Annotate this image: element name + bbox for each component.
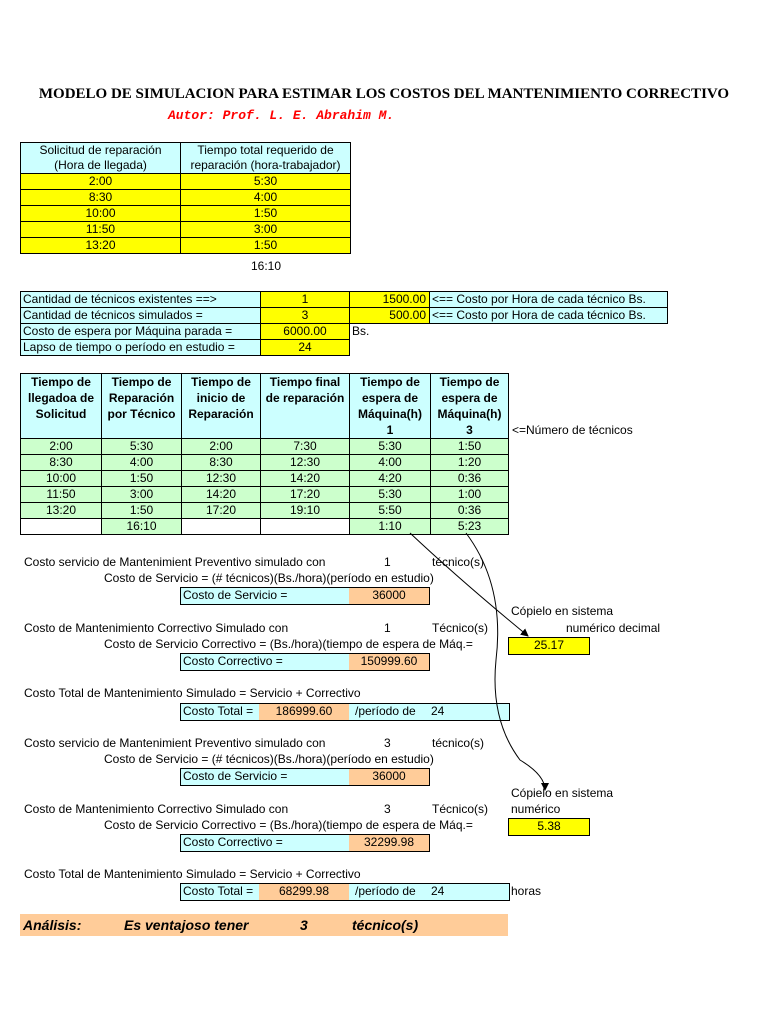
table-cell[interactable]: 4:00 bbox=[102, 455, 182, 471]
table-cell[interactable]: 17:20 bbox=[182, 503, 261, 519]
table-row bbox=[21, 292, 668, 308]
service-cost-box-1 bbox=[180, 587, 430, 605]
table-row bbox=[21, 487, 509, 503]
table-row bbox=[21, 455, 509, 471]
table-cell[interactable]: 4:20 bbox=[350, 471, 431, 487]
table-cell[interactable]: 5:30 bbox=[102, 439, 182, 455]
table-cell[interactable]: 8:30 bbox=[21, 455, 102, 471]
author-line: Autor: Prof. L. E. Abrahim M. bbox=[168, 108, 395, 123]
total-cost-label-1: Costo Total = bbox=[183, 704, 254, 718]
table-cell[interactable]: 11:50 bbox=[21, 222, 181, 238]
copy-note-1b: numérico decimal bbox=[566, 621, 661, 635]
table-row bbox=[21, 206, 351, 222]
param-note: <== Costo por Hora de cada técnico Bs. bbox=[430, 308, 668, 324]
period-label-1: /período de bbox=[355, 704, 416, 718]
table-cell[interactable]: 5:30 bbox=[181, 174, 351, 190]
requests-header-repair: Tiempo total requerido de reparación (hora-trabajador) bbox=[181, 143, 351, 174]
period-label-2: /período de bbox=[355, 884, 416, 898]
analysis-bar bbox=[20, 914, 508, 936]
sim-header-end: Tiempo final de reparación bbox=[261, 374, 350, 439]
corrective-cost-box-2 bbox=[180, 834, 430, 852]
corrective-line-2: Costo de Mantenimiento Correctivo Simulado con bbox=[24, 802, 289, 816]
service-cost-label-2: Costo de Servicio = bbox=[183, 769, 288, 783]
param-unit: Bs. bbox=[352, 324, 370, 339]
service-line-1: Costo servicio de Mantenimient Preventivo simulado con bbox=[24, 555, 326, 569]
table-cell[interactable]: 2:00 bbox=[21, 439, 102, 455]
corrective-formula-2: Costo de Servicio Correctivo = (Bs./hora)(tiempo de espera de Máq.= bbox=[104, 818, 473, 832]
table-row bbox=[21, 308, 668, 324]
table-cell[interactable]: 3:00 bbox=[102, 487, 182, 503]
service-cost-value-2[interactable]: 36000 bbox=[349, 769, 429, 785]
requests-table bbox=[20, 142, 351, 254]
sim-header-start: Tiempo de inicio de Reparación bbox=[182, 374, 261, 439]
table-cell[interactable]: 0:36 bbox=[431, 503, 509, 519]
service-unit-2: técnico(s) bbox=[432, 736, 485, 750]
table-cell[interactable]: 4:00 bbox=[181, 190, 351, 206]
corrective-cost-value-1[interactable]: 150999.60 bbox=[349, 654, 429, 670]
table-cell[interactable]: 5:23 bbox=[431, 519, 509, 535]
corrective-cost-box-1 bbox=[180, 653, 430, 671]
table-row bbox=[21, 340, 668, 356]
param-label: Cantidad de técnicos simulados = bbox=[21, 308, 261, 324]
corrective-cost-label-1: Costo Correctivo = bbox=[183, 654, 283, 668]
total-line-2: Costo Total de Mantenimiento Simulado = Servicio + Correctivo bbox=[24, 867, 361, 881]
analysis-techs: 3 bbox=[300, 917, 308, 933]
sim-header-wait-1: Tiempo de espera de Máquina(h) 1 bbox=[350, 374, 431, 439]
corrective-unit-1: Técnico(s) bbox=[432, 621, 489, 635]
decimal-value-2[interactable]: 5.38 bbox=[508, 818, 590, 836]
table-cell[interactable]: 0:36 bbox=[431, 471, 509, 487]
table-cell[interactable]: 5:30 bbox=[350, 439, 431, 455]
table-cell[interactable]: 5:30 bbox=[350, 487, 431, 503]
service-cost-value-1[interactable]: 36000 bbox=[349, 588, 429, 604]
corrective-line-1: Costo de Mantenimiento Correctivo Simulado con bbox=[24, 621, 289, 635]
table-cell[interactable] bbox=[182, 519, 261, 535]
table-cell[interactable]: 2:00 bbox=[182, 439, 261, 455]
period-value-2: 24 bbox=[431, 884, 445, 898]
copy-note-1a: Cópielo en sistema bbox=[511, 604, 614, 618]
table-row bbox=[21, 174, 351, 190]
copy-note-2b: numérico bbox=[511, 802, 561, 816]
table-cell[interactable]: 11:50 bbox=[21, 487, 102, 503]
table-row bbox=[21, 238, 351, 254]
total-cost-value-1[interactable]: 186999.60 bbox=[259, 704, 349, 720]
table-cell[interactable]: 1:50 bbox=[102, 471, 182, 487]
table-row bbox=[21, 503, 509, 519]
requests-total: 16:10 bbox=[250, 259, 282, 273]
table-cell[interactable]: 2:00 bbox=[21, 174, 181, 190]
table-row bbox=[21, 439, 509, 455]
param-label: Lapso de tiempo o período en estudio = bbox=[21, 340, 261, 356]
service-techs-1: 1 bbox=[384, 555, 391, 569]
table-row bbox=[21, 190, 351, 206]
service-cost-label-1: Costo de Servicio = bbox=[183, 588, 288, 602]
table-row-totals bbox=[21, 519, 509, 535]
table-cell[interactable]: 1:50 bbox=[181, 238, 351, 254]
hours-label: horas bbox=[511, 884, 542, 898]
table-cell[interactable]: 1:50 bbox=[102, 503, 182, 519]
page-title: MODELO DE SIMULACION PARA ESTIMAR LOS COSTOS DEL MANTENIMIENTO CORRECTIVO bbox=[38, 86, 730, 102]
corrective-cost-label-2: Costo Correctivo = bbox=[183, 835, 283, 849]
table-cell[interactable]: 13:20 bbox=[21, 238, 181, 254]
table-row bbox=[21, 471, 509, 487]
param-cost[interactable]: 500.00 bbox=[350, 308, 430, 324]
simulation-table bbox=[20, 373, 509, 535]
param-cost[interactable]: 1500.00 bbox=[350, 292, 430, 308]
table-cell[interactable]: 1:50 bbox=[181, 206, 351, 222]
analysis-unit: técnico(s) bbox=[352, 917, 419, 933]
requests-header-arrival: Solicitud de reparación (Hora de llegada) bbox=[21, 143, 181, 174]
table-cell[interactable]: 1:10 bbox=[350, 519, 431, 535]
table-cell[interactable]: 7:30 bbox=[261, 439, 350, 455]
technician-count-note: <=Número de técnicos bbox=[512, 423, 633, 437]
decimal-value-1[interactable]: 25.17 bbox=[508, 637, 590, 655]
table-cell[interactable]: 1:20 bbox=[431, 455, 509, 471]
parameters-table bbox=[20, 291, 668, 356]
simulation-header-row bbox=[21, 374, 509, 439]
copy-note-2a: Cópielo en sistema bbox=[511, 786, 614, 800]
corrective-techs-2: 3 bbox=[384, 802, 391, 816]
param-label: Cantidad de técnicos existentes ==> bbox=[21, 292, 261, 308]
table-cell[interactable]: 1:50 bbox=[431, 439, 509, 455]
service-formula-2: Costo de Servicio = (# técnicos)(Bs./hora)(período en estudio) bbox=[104, 752, 434, 766]
corrective-unit-2: Técnico(s) bbox=[432, 802, 489, 816]
table-cell[interactable]: 1:00 bbox=[431, 487, 509, 503]
table-cell[interactable]: 19:10 bbox=[261, 503, 350, 519]
period-value-1: 24 bbox=[431, 704, 445, 718]
table-cell[interactable]: 12:30 bbox=[261, 455, 350, 471]
total-cost-label-2: Costo Total = bbox=[183, 884, 254, 898]
table-cell[interactable]: 8:30 bbox=[21, 190, 181, 206]
table-cell[interactable]: 12:30 bbox=[182, 471, 261, 487]
param-value[interactable]: 1 bbox=[261, 292, 350, 308]
table-cell[interactable]: 3:00 bbox=[181, 222, 351, 238]
service-techs-2: 3 bbox=[384, 736, 391, 750]
table-cell[interactable] bbox=[261, 519, 350, 535]
table-cell[interactable]: 10:00 bbox=[21, 471, 102, 487]
param-value[interactable]: 6000.00 bbox=[261, 324, 350, 340]
table-row bbox=[21, 222, 351, 238]
sim-header-repair: Tiempo de Reparación por Técnico bbox=[102, 374, 182, 439]
table-cell[interactable]: 14:20 bbox=[261, 471, 350, 487]
analysis-text: Es ventajoso tener bbox=[124, 917, 249, 933]
service-cost-box-2 bbox=[180, 768, 430, 786]
table-cell[interactable]: 17:20 bbox=[261, 487, 350, 503]
arrow-to-decimal-2 bbox=[466, 533, 545, 790]
table-cell[interactable]: 16:10 bbox=[102, 519, 182, 535]
table-row bbox=[21, 324, 668, 340]
param-label: Costo de espera por Máquina parada = bbox=[21, 324, 261, 340]
table-cell[interactable] bbox=[21, 519, 102, 535]
table-cell[interactable]: 14:20 bbox=[182, 487, 261, 503]
total-line-1: Costo Total de Mantenimiento Simulado = Servicio + Correctivo bbox=[24, 686, 361, 700]
total-cost-value-2[interactable]: 68299.98 bbox=[259, 884, 349, 900]
table-cell[interactable]: 13:20 bbox=[21, 503, 102, 519]
param-value[interactable]: 24 bbox=[261, 340, 350, 356]
param-value[interactable]: 3 bbox=[261, 308, 350, 324]
analysis-label: Análisis: bbox=[23, 917, 82, 933]
sim-header-arrival: Tiempo de llegadoa de Solicitud bbox=[21, 374, 102, 439]
table-cell[interactable]: 4:00 bbox=[350, 455, 431, 471]
param-note: <== Costo por Hora de cada técnico Bs. bbox=[430, 292, 668, 308]
service-formula-1: Costo de Servicio = (# técnicos)(Bs./hora)(período en estudio) bbox=[104, 571, 434, 585]
total-cost-box-2 bbox=[180, 883, 510, 901]
total-cost-box-1 bbox=[180, 703, 510, 721]
table-cell[interactable]: 10:00 bbox=[21, 206, 181, 222]
corrective-formula-1: Costo de Servicio Correctivo = (Bs./hora)(tiempo de espera de Máq.= bbox=[104, 637, 473, 651]
service-line-2: Costo servicio de Mantenimient Preventivo simulado con bbox=[24, 736, 326, 750]
corrective-cost-value-2[interactable]: 32299.98 bbox=[349, 835, 429, 851]
table-cell[interactable]: 8:30 bbox=[182, 455, 261, 471]
table-cell[interactable]: 5:50 bbox=[350, 503, 431, 519]
service-unit-1: técnico(s) bbox=[432, 555, 485, 569]
sim-header-wait-3: Tiempo de espera de Máquina(h) 3 bbox=[431, 374, 509, 439]
corrective-techs-1: 1 bbox=[384, 621, 391, 635]
